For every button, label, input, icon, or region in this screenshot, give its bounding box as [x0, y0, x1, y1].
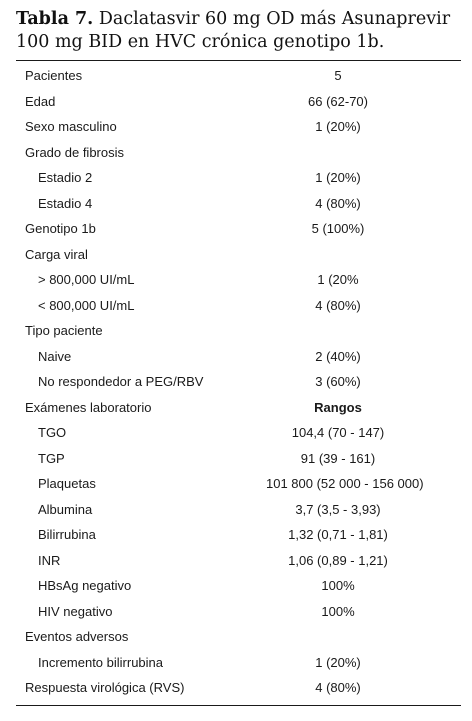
table-row [16, 165, 461, 191]
table-row [16, 63, 461, 89]
row-value: 1 (20%) [315, 654, 361, 670]
row-label: Grado de fibrosis [25, 144, 124, 160]
table-number: Tabla 7. [16, 9, 94, 29]
row-label: Incremento bilirrubina [38, 654, 164, 670]
row-value: 1 (20%) [315, 170, 361, 185]
row-value: 1,32 (0,71 - 1,81) [288, 527, 388, 542]
row-label: Albumina [38, 501, 93, 517]
row-value: 100% [321, 578, 355, 593]
row-label: Carga viral [25, 246, 88, 262]
row-label: Eventos adversos [25, 629, 129, 644]
table-row [16, 114, 461, 140]
row-value: 4 (80%) [315, 195, 361, 211]
row-label: Sexo masculino [25, 119, 117, 134]
table-title: Daclatasvir 60 mg OD más Asunaprevir 100 mg BID en HVC crónica genotipo 1b. [16, 9, 451, 52]
row-label: Estadio 2 [38, 170, 93, 185]
row-value: 3 (60%) [315, 374, 361, 389]
table-row [16, 191, 461, 217]
row-label: Tipo paciente [25, 323, 103, 338]
row-value: 5 (100%) [311, 221, 365, 236]
row-value: 100% [321, 603, 355, 619]
row-value: 66 (62-70) [308, 93, 368, 109]
table-row [16, 267, 461, 293]
table-row [16, 395, 461, 421]
row-label: Respuesta virológica (RVS) [25, 680, 185, 695]
table-top-rule [16, 60, 461, 61]
row-label: HIV negativo [38, 603, 113, 619]
row-label: HBsAg negativo [38, 578, 132, 593]
table-row [16, 599, 461, 625]
table-row [16, 344, 461, 370]
row-value: 1 (20% [317, 272, 359, 287]
row-label: < 800,000 UI/mL [38, 297, 135, 313]
table-row [16, 318, 461, 344]
table-row [16, 140, 461, 166]
row-value: 4 (80%) [315, 297, 361, 313]
row-label: Edad [25, 93, 56, 109]
row-value: Rangos [314, 399, 362, 415]
row-value: 2 (40%) [315, 348, 361, 364]
row-label: TGO [38, 425, 67, 440]
row-value: 91 (39 - 161) [300, 450, 376, 466]
row-label: TGP [38, 450, 65, 466]
row-value: 4 (80%) [315, 680, 361, 695]
table-bottom-rule [16, 705, 461, 706]
table-row [16, 242, 461, 268]
table-row [16, 471, 461, 497]
table-row [16, 293, 461, 319]
row-value: 1,06 (0,89 - 1,21) [288, 552, 388, 568]
table-row [16, 420, 461, 446]
table-row [16, 497, 461, 523]
row-value: 101 800 (52 000 - 156 000) [266, 476, 424, 491]
row-value: 3,7 (3,5 - 3,93) [295, 501, 381, 517]
row-label: Naive [38, 348, 72, 364]
table-row [16, 548, 461, 574]
row-label: Pacientes [25, 68, 83, 83]
row-label: Bilirrubina [38, 527, 96, 542]
table-caption [16, 8, 461, 54]
table-row [16, 650, 461, 676]
row-label: Exámenes laboratorio [25, 399, 152, 415]
table-row [16, 522, 461, 548]
table-row [16, 89, 461, 115]
table-row [16, 675, 461, 701]
row-value: 104,4 (70 - 147) [291, 425, 385, 440]
row-label: Plaquetas [38, 476, 96, 491]
row-label: No respondedor a PEG/RBV [38, 374, 204, 389]
row-value: 5 [334, 68, 342, 83]
row-label: Genotipo 1b [25, 221, 96, 236]
table-row [16, 624, 461, 650]
table-row [16, 573, 461, 599]
table-body [16, 63, 461, 701]
row-value: 1 (20%) [315, 119, 361, 134]
table-row [16, 446, 461, 472]
table-row [16, 369, 461, 395]
row-label: Estadio 4 [38, 195, 93, 211]
table-row [16, 216, 461, 242]
row-label: > 800,000 UI/mL [38, 272, 135, 287]
row-label: INR [38, 552, 61, 568]
